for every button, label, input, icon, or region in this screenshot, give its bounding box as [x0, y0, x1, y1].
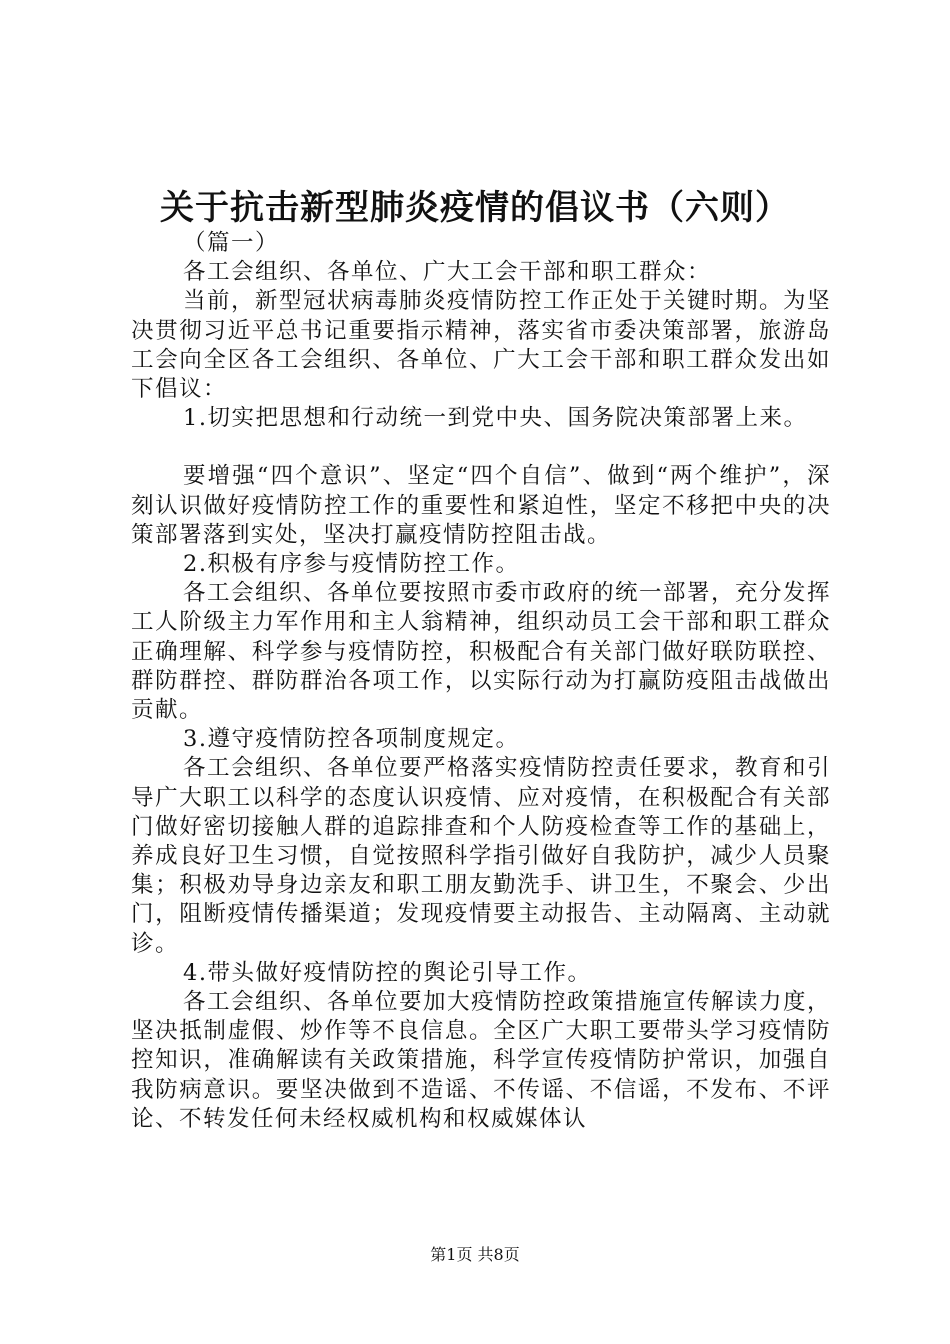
section-label: （篇一）: [183, 230, 280, 256]
salutation: 各工会组织、各单位、广大工会干部和职工群众：: [183, 259, 712, 286]
document-body: [131, 229, 831, 1134]
blank-line: [131, 433, 831, 462]
point-3-heading: 3.遵守疫情防控各项制度规定。: [183, 726, 520, 753]
point-1-heading: 1.切实把思想和行动统一到党中央、国务院决策部署上来。: [183, 405, 808, 432]
point-4-heading: 4.带头做好疫情防控的舆论引导工作。: [183, 959, 592, 986]
point-1-body: 要增强“四个意识”、坚定“四个自信”、做到“两个维护”，深刻认识做好疫情防控工作的重要性和紧迫性，坚定不移把中央的决策部署落到实处，坚决打赢疫情防控阻击战。: [131, 463, 831, 548]
point-2-body: 各工会组织、各单位要按照市委市政府的统一部署，充分发挥工人阶级主力军作用和主人翁精神，组织动员工会干部和职工群众正确理解、科学参与疫情防控，积极配合有关部门做好联防联控、群防群控、群防群治各项工作，以实际行动为打赢防疫阻击战做出贡献。: [131, 580, 832, 724]
intro-paragraph: 当前，新型冠状病毒肺炎疫情防控工作正处于关键时期。为坚决贯彻习近平总书记重要指示精神，落实省市委决策部署，旅游岛工会向全区各工会组织、各单位、广大工会干部和职工群众发出如下倡议：: [131, 288, 832, 403]
page-footer: 第1页 共8页: [430, 1245, 520, 1264]
document-title: 关于抗击新型肺炎疫情的倡议书（六则）: [160, 188, 790, 228]
point-2-heading: 2.积极有序参与疫情防控工作。: [183, 551, 520, 578]
point-3-body: 各工会组织、各单位要严格落实疫情防控责任要求，教育和引导广大职工以科学的态度认识疫情、应对疫情，在积极配合有关部门做好密切接触人群的追踪排查和个人防疫检查等工作的基础上，养成良好卫生习惯，自觉按照科学指引做好自我防护，减少人员聚集；积极劝导身边亲友和职工朋友勤洗手、讲卫生，不聚会、少出门，阻断疫情传播渠道；发现疫情要主动报告、主动隔离、主动就诊。: [131, 755, 832, 957]
point-4-body: 各工会组织、各单位要加大疫情防控政策措施宣传解读力度，坚决抵制虚假、炒作等不良信息。全区广大职工要带头学习疫情防控知识，准确解读有关政策措施，科学宣传疫情防护常识，加强自我防病意识。要坚决做到不造谣、不传谣、不信谣，不发布、不评论、不转发任何未经权威机构和权威媒体认: [131, 989, 832, 1132]
